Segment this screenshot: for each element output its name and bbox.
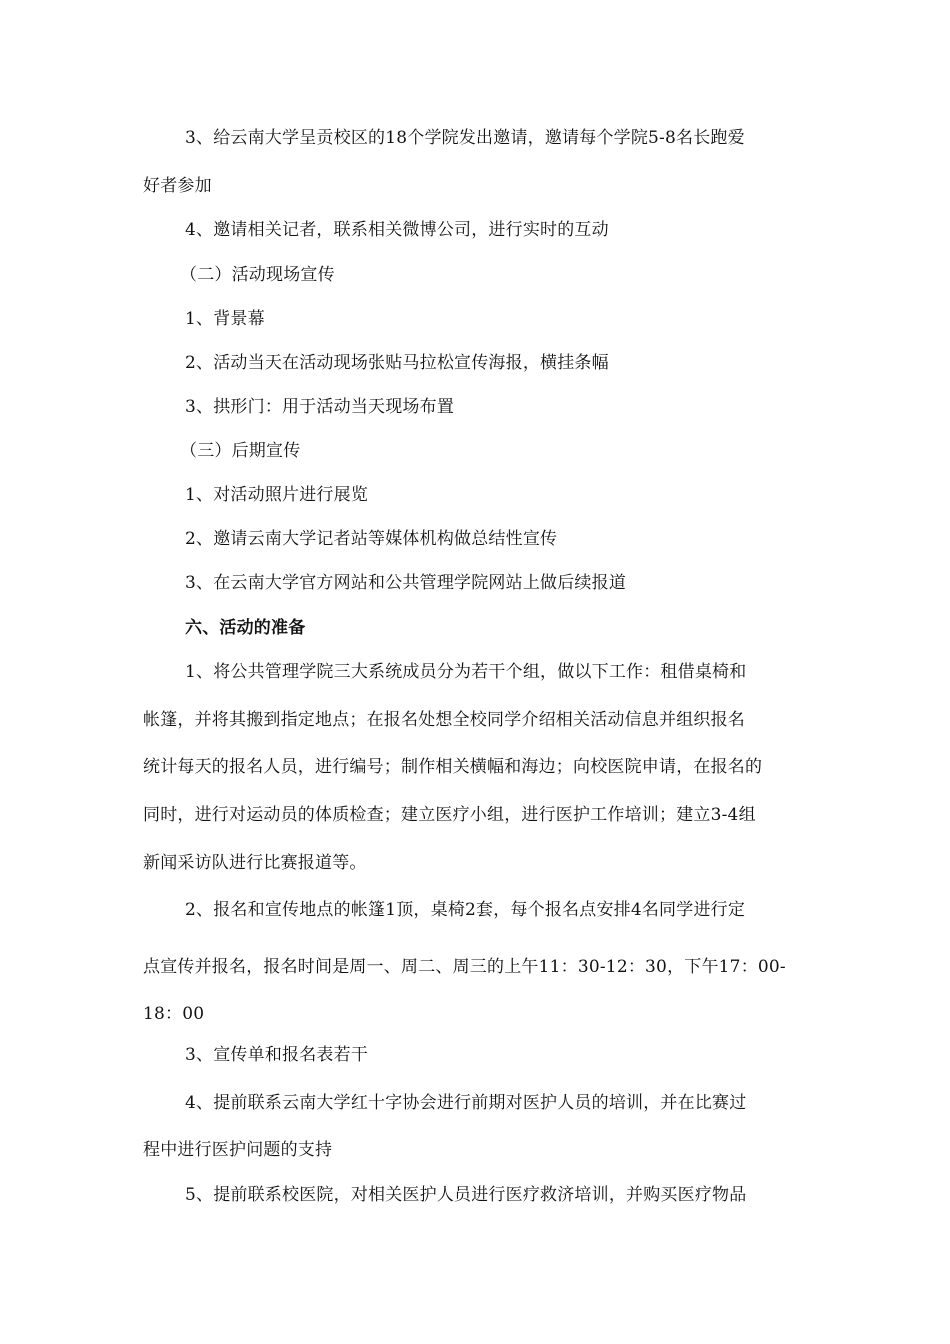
paragraph-line: 3、在云南大学官方网站和公共管理学院网站上做后续报道 xyxy=(185,573,627,593)
paragraph-line: 4、邀请相关记者，联系相关微博公司，进行实时的互动 xyxy=(185,220,609,240)
paragraph-line: 1、将公共管理学院三大系统成员分为若干个组，做以下工作：租借桌椅和 xyxy=(185,662,747,682)
paragraph-line: 好者参加 xyxy=(143,176,212,196)
paragraph-line: 帐篷，并将其搬到指定地点；在报名处想全校同学介绍相关活动信息并组织报名 xyxy=(143,710,745,730)
paragraph-line: 3、给云南大学呈贡校区的18个学院发出邀请，邀请每个学院5-8名长跑爱 xyxy=(185,128,745,148)
paragraph-line: 同时，进行对运动员的体质检查；建立医疗小组，进行医护工作培训；建立3-4组 xyxy=(143,805,756,825)
paragraph-line: 新闻采访队进行比赛报道等。 xyxy=(143,853,367,873)
chapter-heading: 六、活动的准备 xyxy=(185,618,306,638)
paragraph-line: 2、活动当天在活动现场张贴马拉松宣传海报，横挂条幅 xyxy=(185,353,609,373)
section-heading: （三）后期宣传 xyxy=(180,441,301,461)
paragraph-line: 3、宣传单和报名表若干 xyxy=(185,1045,369,1065)
paragraph-line: 点宣传并报名，报名时间是周一、周二、周三的上午11：30-12：30，下午17：00- xyxy=(143,957,786,977)
paragraph-line: 1、背景幕 xyxy=(185,309,265,329)
paragraph-line: 程中进行医护问题的支持 xyxy=(143,1140,333,1160)
paragraph-line: 4、提前联系云南大学红十字协会进行前期对医护人员的培训，并在比赛过 xyxy=(185,1093,747,1113)
paragraph-line: 18：00 xyxy=(143,1004,205,1024)
paragraph-line: 1、对活动照片进行展览 xyxy=(185,485,369,505)
paragraph-line: 5、提前联系校医院，对相关医护人员进行医疗救济培训，并购买医疗物品 xyxy=(185,1185,747,1205)
paragraph-line: 统计每天的报名人员，进行编号；制作相关横幅和海边；向校医院申请，在报名的 xyxy=(143,757,763,777)
paragraph-line: 2、报名和宣传地点的帐篷1顶，桌椅2套，每个报名点安排4名同学进行定 xyxy=(185,900,746,920)
section-heading: （二）活动现场宣传 xyxy=(180,265,335,285)
paragraph-line: 3、拱形门：用于活动当天现场布置 xyxy=(185,397,455,417)
paragraph-line: 2、邀请云南大学记者站等媒体机构做总结性宣传 xyxy=(185,529,558,549)
